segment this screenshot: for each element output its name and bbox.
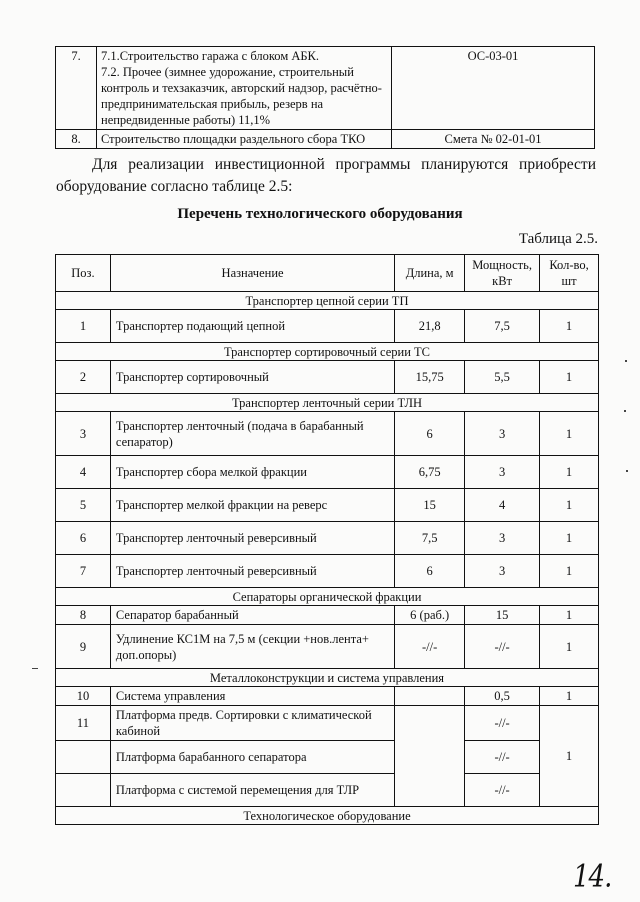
section-row: Транспортер сортировочный серии ТС <box>56 343 599 361</box>
page-number: 14. <box>573 859 612 895</box>
cell-name: Сепаратор барабанный <box>110 606 394 625</box>
cell-name: Транспортер сортировочный <box>110 361 394 394</box>
continuation-table <box>55 46 595 149</box>
header-row <box>56 255 599 292</box>
cell-qty: 1 <box>540 412 599 456</box>
header-name: Назначение <box>110 255 394 292</box>
cell-length: 6,75 <box>395 456 465 489</box>
table-row <box>56 706 599 741</box>
table-row <box>56 606 599 625</box>
cell-pos: 1 <box>56 310 111 343</box>
table-row <box>56 130 595 149</box>
cell-pos <box>56 774 111 807</box>
row-code: ОС-03-01 <box>392 47 595 130</box>
table-row <box>56 555 599 588</box>
cell-pos: 7 <box>56 555 111 588</box>
cell-pos: 2 <box>56 361 111 394</box>
cell-length: 6 <box>395 412 465 456</box>
cell-length: -//- <box>395 625 465 669</box>
cell-length: 15,75 <box>395 361 465 394</box>
table-row <box>56 456 599 489</box>
row-number: 8. <box>56 130 97 149</box>
cell-name: Транспортер подающий цепной <box>110 310 394 343</box>
cell-name: Платформа с системой перемещения для ТЛР <box>110 774 394 807</box>
header-qty: Кол-во, шт <box>540 255 599 292</box>
section-row: Технологическое оборудование <box>56 807 599 825</box>
cell-length <box>395 706 465 807</box>
cell-name: Транспортер мелкой фракции на реверс <box>110 489 394 522</box>
cell-length: 15 <box>395 489 465 522</box>
cell-qty: 1 <box>540 522 599 555</box>
cell-qty: 1 <box>540 625 599 669</box>
table-row <box>56 361 599 394</box>
cell-qty: 1 <box>540 687 599 706</box>
cell-length: 6 (раб.) <box>395 606 465 625</box>
cell-name: Транспортер ленточный реверсивный <box>110 522 394 555</box>
cell-pos: 8 <box>56 606 111 625</box>
description-line: 7.2. Прочее (зимнее удорожание, строительный контроль и техзаказчик, авторский надзор, расчётно-предпринимательская прибыль, резерв на непредвиденные работы) 11,1% <box>101 65 382 127</box>
table-row <box>56 47 595 130</box>
cell-name: Платформа барабанного сепаратора <box>110 741 394 774</box>
cell-power: 4 <box>465 489 540 522</box>
scan-speck <box>32 668 38 669</box>
section-row: Транспортер цепной серии ТП <box>56 292 599 310</box>
row-description <box>97 47 392 130</box>
cell-power: 15 <box>465 606 540 625</box>
cell-pos: 9 <box>56 625 111 669</box>
cell-power: 0,5 <box>465 687 540 706</box>
table-row <box>56 489 599 522</box>
table-row <box>56 741 599 774</box>
cell-pos: 6 <box>56 522 111 555</box>
cell-power: -//- <box>465 741 540 774</box>
cell-name: Транспортер ленточный (подача в барабанный сепаратор) <box>110 412 394 456</box>
header-power: Мощность, кВт <box>465 255 540 292</box>
cell-pos: 11 <box>56 706 111 741</box>
cell-qty: 1 <box>540 310 599 343</box>
cell-pos: 10 <box>56 687 111 706</box>
cell-power: 7,5 <box>465 310 540 343</box>
cell-name: Транспортер ленточный реверсивный <box>110 555 394 588</box>
section-row: Транспортер ленточный серии ТЛН <box>56 394 599 412</box>
cell-name: Транспортер сбора мелкой фракции <box>110 456 394 489</box>
cell-power: -//- <box>465 706 540 741</box>
cell-pos: 5 <box>56 489 111 522</box>
table-heading: Перечень технологического оборудования <box>177 206 463 222</box>
cell-length <box>395 687 465 706</box>
cell-power: 3 <box>465 522 540 555</box>
table-row <box>56 522 599 555</box>
cell-power: 3 <box>465 412 540 456</box>
table-row <box>56 774 599 807</box>
cell-power: 3 <box>465 555 540 588</box>
cell-qty: 1 <box>540 456 599 489</box>
table-row <box>56 310 599 343</box>
cell-power: -//- <box>465 625 540 669</box>
cell-qty: 1 <box>540 361 599 394</box>
section-row: Сепараторы органической фракции <box>56 588 599 606</box>
table-label: Таблица 2.5. <box>518 231 598 247</box>
row-code: Смета № 02-01-01 <box>392 130 595 149</box>
cell-qty: 1 <box>540 489 599 522</box>
cell-length: 21,8 <box>395 310 465 343</box>
scan-speck <box>624 410 626 412</box>
row-description: Строительство площадки раздельного сбора ТКО <box>97 130 392 149</box>
cell-qty: 1 <box>540 606 599 625</box>
scan-speck <box>625 360 627 362</box>
header-length: Длина, м <box>395 255 465 292</box>
intro-paragraph: Для реализации инвестиционной программы планируются приобрести оборудование согласно таблице 2.5: <box>56 156 596 195</box>
equipment-table <box>55 254 599 825</box>
description-line: 7.1.Строительство гаража с блоком АБК. <box>101 49 320 63</box>
table-row <box>56 625 599 669</box>
cell-pos: 4 <box>56 456 111 489</box>
cell-length: 7,5 <box>395 522 465 555</box>
scan-speck <box>626 470 628 472</box>
cell-name: Система управления <box>110 687 394 706</box>
cell-pos <box>56 741 111 774</box>
header-pos: Поз. <box>56 255 111 292</box>
cell-pos: 3 <box>56 412 111 456</box>
table-row <box>56 687 599 706</box>
cell-power: 5,5 <box>465 361 540 394</box>
cell-name: Платформа предв. Сортировки с климатической кабиной <box>110 706 394 741</box>
cell-power: 3 <box>465 456 540 489</box>
table-row <box>56 412 599 456</box>
section-row: Металлоконструкции и система управления <box>56 669 599 687</box>
cell-qty: 1 <box>540 555 599 588</box>
cell-power: -//- <box>465 774 540 807</box>
row-number: 7. <box>56 47 97 130</box>
cell-name: Удлинение КС1М на 7,5 м (секции +нов.лента+ доп.опоры) <box>110 625 394 669</box>
cell-qty: 1 <box>540 706 599 807</box>
cell-length: 6 <box>395 555 465 588</box>
